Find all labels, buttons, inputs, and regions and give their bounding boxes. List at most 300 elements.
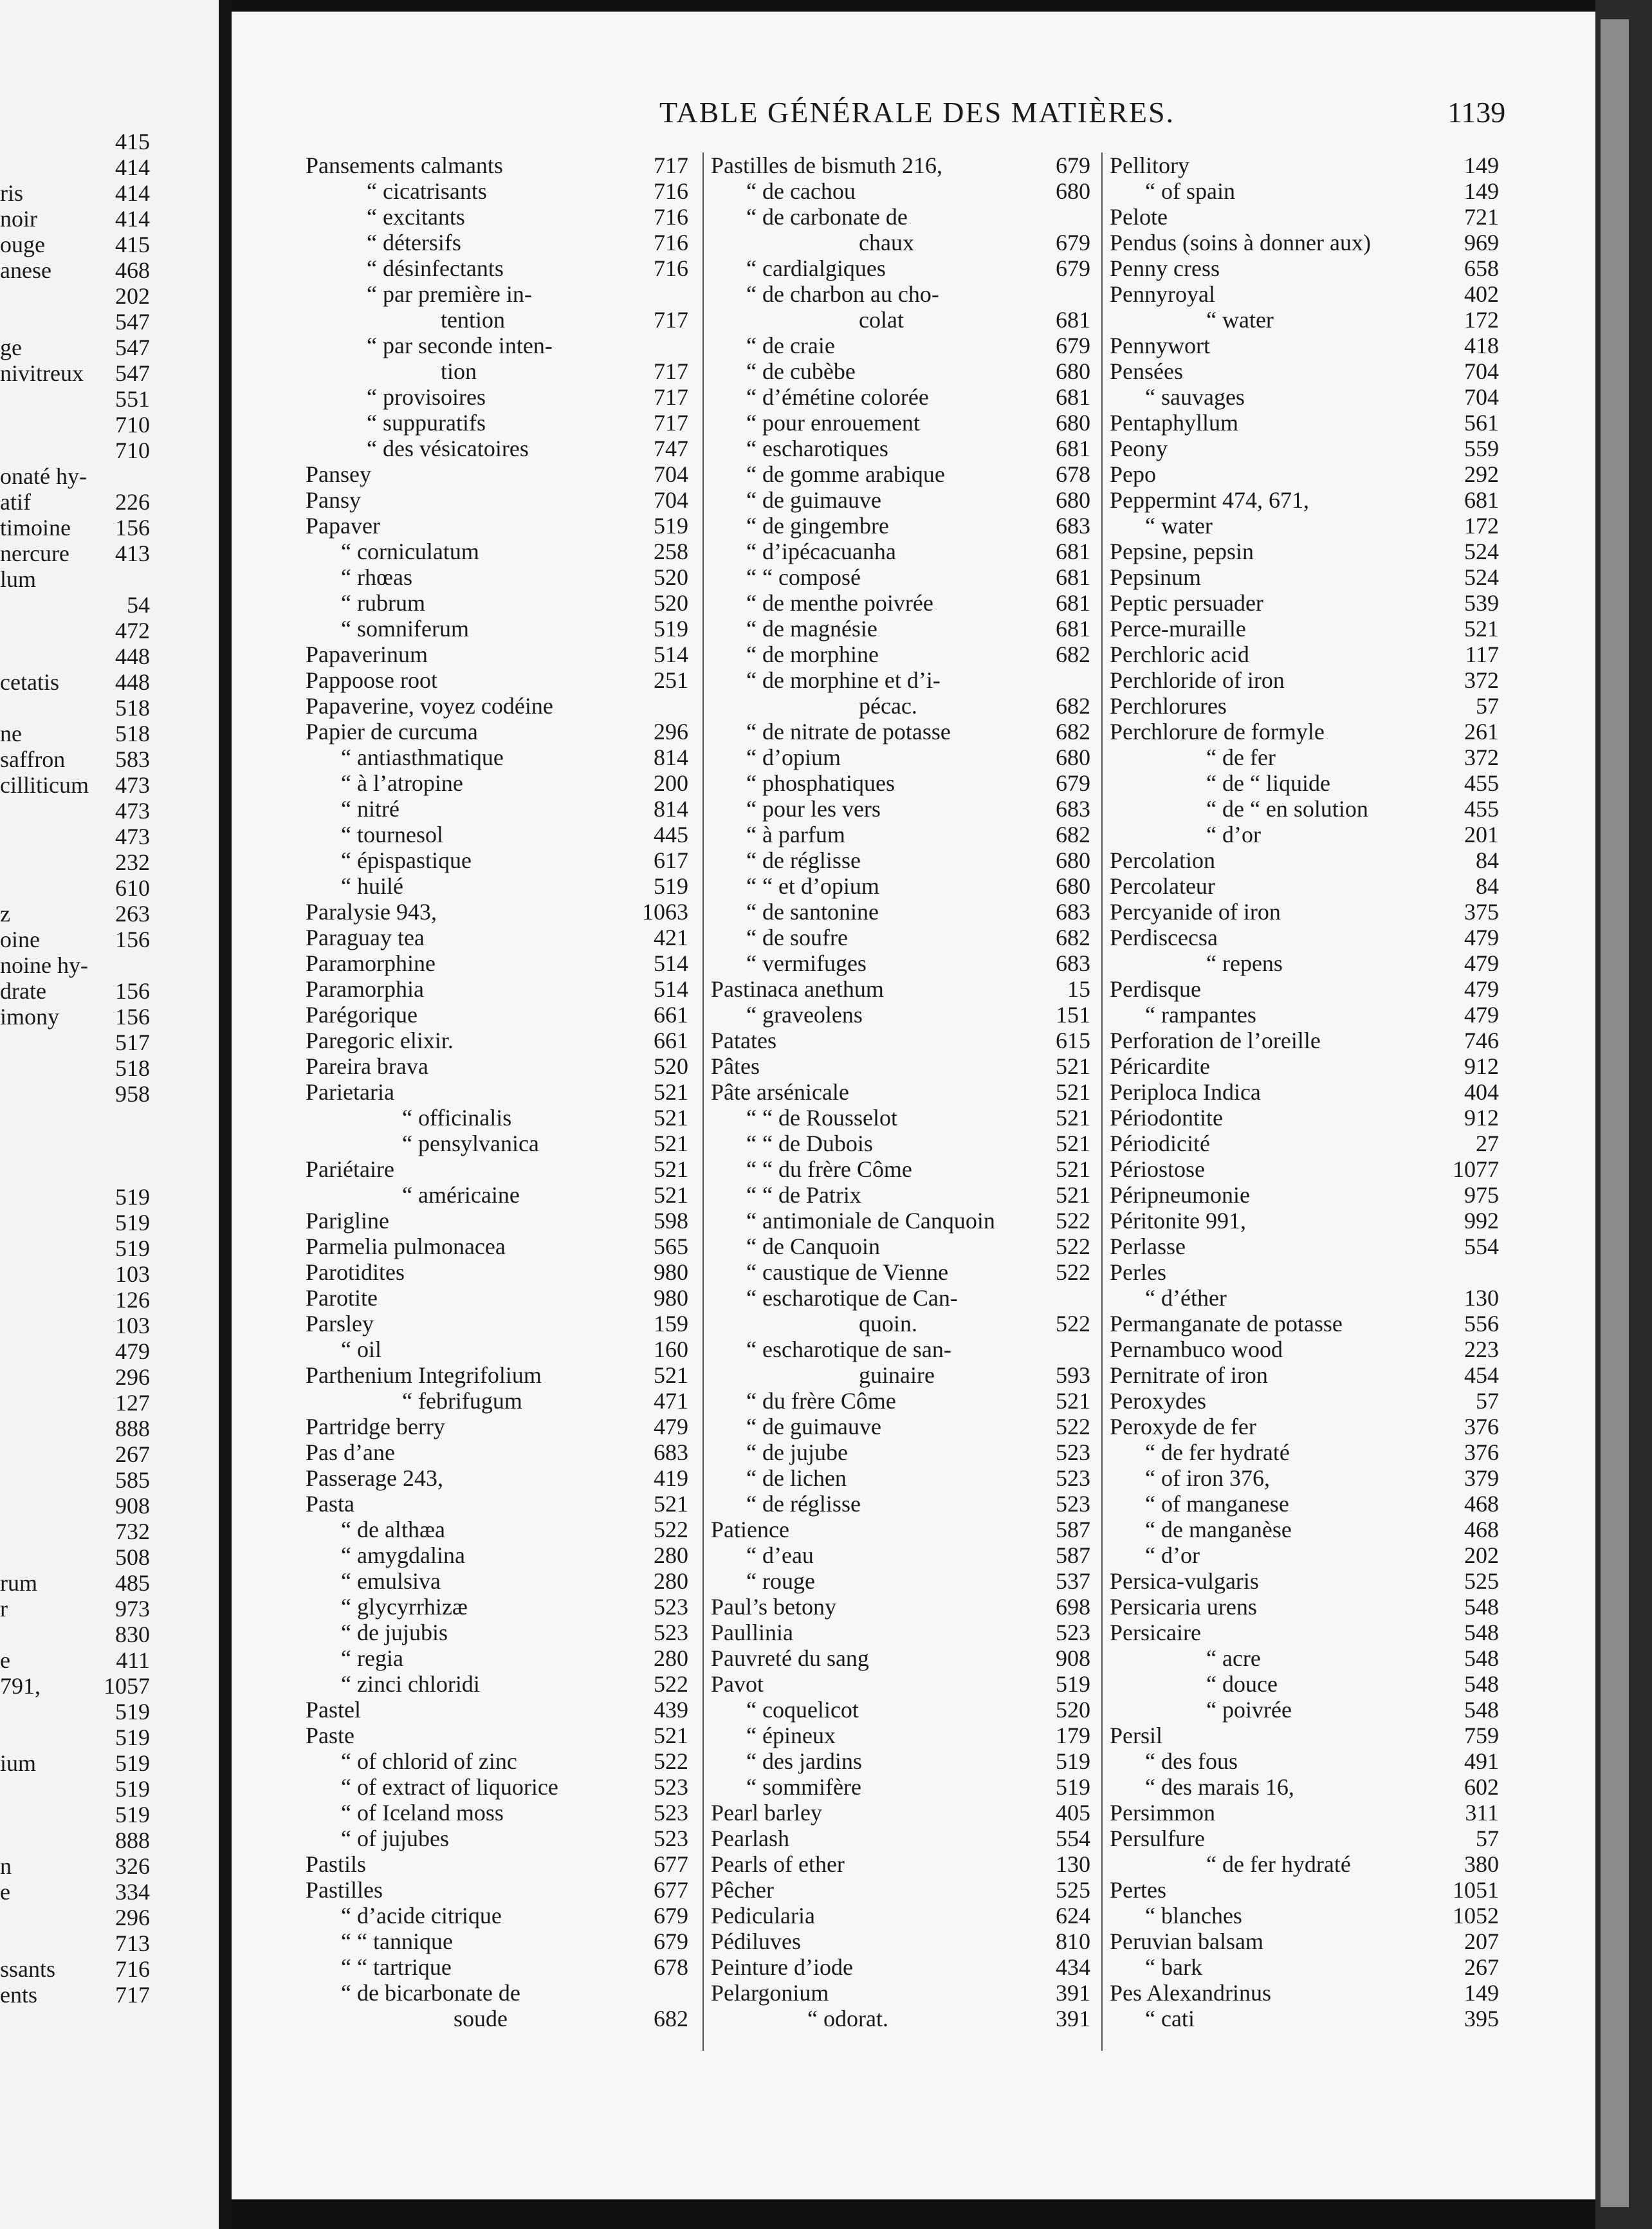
left-page-entry <box>0 669 219 695</box>
entry-page-ref: 980 <box>654 1285 688 1311</box>
entry-term: “ d’émétine colorée <box>746 384 929 410</box>
index-entry <box>711 1517 1090 1542</box>
entry-page-ref: 522 <box>1056 1414 1090 1439</box>
left-page-entry <box>0 566 219 592</box>
entry-page-ref: 280 <box>654 1542 688 1568</box>
entry-page-ref: 681 <box>1056 564 1090 590</box>
index-entry <box>711 1414 1090 1439</box>
entry-term: Peroxydes <box>1110 1388 1206 1414</box>
index-entry <box>711 1105 1090 1131</box>
index-entry <box>1110 1105 1499 1131</box>
entry-page-ref: 523 <box>654 1774 688 1800</box>
index-entry <box>306 719 688 745</box>
index-entry <box>1110 1903 1499 1928</box>
entry-term: Pepo <box>1110 461 1156 487</box>
left-page-entry <box>0 1235 219 1261</box>
entry-term: “ de fer hydraté <box>1145 1439 1290 1465</box>
entry-term: “ d’opium <box>746 745 841 770</box>
entry-term: Pastilles de bismuth 216, <box>711 153 942 178</box>
left-page-entry <box>0 283 219 309</box>
entry-page-ref: 57 <box>1476 693 1499 719</box>
index-entry <box>1110 1311 1499 1336</box>
entry-page-ref: 149 <box>1464 1980 1499 2006</box>
entry-page-ref: 479 <box>1464 925 1499 950</box>
entry-term: Patates <box>711 1028 776 1053</box>
index-entry <box>306 1954 688 1980</box>
entry-page-ref: 561 <box>1464 410 1499 436</box>
entry-term: “ “ composé <box>746 564 861 590</box>
entry-term: soude <box>454 2006 508 2031</box>
entry-term: r <box>0 1596 8 1622</box>
index-entry <box>1110 976 1499 1002</box>
entry-term: 791, <box>0 1673 41 1699</box>
index-entry <box>306 204 688 230</box>
index-entry <box>711 976 1090 1002</box>
entry-term: “ rubrum <box>341 590 425 616</box>
entry-term: “ de manganèse <box>1145 1517 1292 1542</box>
entry-term: “ de gomme arabique <box>746 461 945 487</box>
index-entry <box>1110 1697 1499 1723</box>
entry-page-ref: 521 <box>654 1105 688 1131</box>
index-entry <box>1110 487 1499 513</box>
entry-page-ref: 519 <box>654 873 688 899</box>
entry-page-ref: 523 <box>1056 1465 1090 1491</box>
entry-page-ref: 683 <box>1056 950 1090 976</box>
entry-term: Parotidites <box>306 1259 405 1285</box>
index-entry <box>711 1285 1090 1311</box>
entry-page-ref: 159 <box>654 1311 688 1336</box>
entry-term: “ par première in- <box>367 281 532 307</box>
entry-page-ref: 617 <box>654 847 688 873</box>
entry-term: Pearl barley <box>711 1800 822 1826</box>
entry-term: “ de lichen <box>746 1465 847 1491</box>
entry-term: Perdiscecsa <box>1110 925 1218 950</box>
entry-term: Persicaria urens <box>1110 1594 1257 1620</box>
left-page-entry <box>0 232 219 257</box>
entry-page-ref: 593 <box>1056 1362 1090 1388</box>
entry-term: Pernambuco wood <box>1110 1336 1283 1362</box>
entry-term: Peinture d’iode <box>711 1954 853 1980</box>
entry-page-ref: 661 <box>654 1002 688 1028</box>
entry-page-ref: 683 <box>1056 513 1090 539</box>
entry-page-ref: 717 <box>654 153 688 178</box>
entry-page-ref: 130 <box>1464 1285 1499 1311</box>
entry-page-ref: 130 <box>1056 1851 1090 1877</box>
entry-page-ref: 415 <box>115 129 150 154</box>
left-page-entry <box>0 1287 219 1313</box>
entry-page-ref: 523 <box>1056 1620 1090 1645</box>
entry-page-ref: 404 <box>1464 1079 1499 1105</box>
index-entry <box>1110 461 1499 487</box>
entry-term: “ of jujubes <box>341 1826 449 1851</box>
index-entry <box>1110 1414 1499 1439</box>
entry-term: “ des fous <box>1145 1748 1238 1774</box>
index-entry <box>306 976 688 1002</box>
index-entry <box>306 461 688 487</box>
entry-term: “ de guimauve <box>746 1414 881 1439</box>
index-entry <box>1110 1980 1499 2006</box>
entry-term: “ d’acide citrique <box>341 1903 502 1928</box>
entry-term: “ somniferum <box>341 616 469 642</box>
index-entry <box>1110 539 1499 564</box>
entry-term: Percolation <box>1110 847 1215 873</box>
entry-page-ref: 523 <box>1056 1439 1090 1465</box>
entry-term: guinaire <box>859 1362 935 1388</box>
entry-page-ref: 681 <box>1056 384 1090 410</box>
entry-term: Pansey <box>306 461 371 487</box>
entry-term: Paramorphine <box>306 950 436 976</box>
entry-page-ref: 716 <box>654 204 688 230</box>
entry-term: “ “ tartrique <box>341 1954 452 1980</box>
entry-term: “ acre <box>1206 1645 1261 1671</box>
index-entry <box>711 384 1090 410</box>
index-entry <box>306 1620 688 1645</box>
entry-term: Pas d’ane <box>306 1439 395 1465</box>
index-entry <box>306 1542 688 1568</box>
index-entry <box>306 178 688 204</box>
entry-page-ref: 717 <box>115 1982 150 2008</box>
entry-page-ref: 326 <box>115 1853 150 1879</box>
entry-page-ref: 519 <box>115 1699 150 1725</box>
index-entry <box>1110 1851 1499 1877</box>
entry-term: Periploca Indica <box>1110 1079 1261 1105</box>
index-entry <box>306 333 688 358</box>
entry-page-ref: 521 <box>654 1156 688 1182</box>
index-entry <box>711 1620 1090 1645</box>
entry-page-ref: 518 <box>115 695 150 721</box>
entry-page-ref: 583 <box>115 746 150 772</box>
page-edge <box>1595 0 1652 2229</box>
entry-page-ref: 202 <box>1464 1542 1499 1568</box>
entry-page-ref: 524 <box>1464 564 1499 590</box>
index-entry <box>711 204 1090 230</box>
entry-page-ref: 519 <box>115 1210 150 1235</box>
entry-page-ref: 681 <box>1056 616 1090 642</box>
entry-page-ref: 682 <box>1056 642 1090 667</box>
index-entry <box>711 539 1090 564</box>
entry-term: “ de santonine <box>746 899 879 925</box>
entry-page-ref: 814 <box>654 796 688 822</box>
entry-page-ref: 548 <box>1464 1620 1499 1645</box>
entry-page-ref: 610 <box>115 875 150 901</box>
entry-page-ref: 1057 <box>104 1673 150 1699</box>
entry-page-ref: 521 <box>1056 1182 1090 1208</box>
entry-page-ref: 448 <box>115 643 150 669</box>
entry-term: Pearls of ether <box>711 1851 845 1877</box>
entry-page-ref: 521 <box>654 1079 688 1105</box>
entry-term: “ de jujube <box>746 1439 848 1465</box>
entry-term: “ pour les vers <box>746 796 881 822</box>
entry-term: Perles <box>1110 1259 1166 1285</box>
index-entry <box>1110 693 1499 719</box>
index-entry <box>1110 2006 1499 2031</box>
entry-term: “ escharotique de Can- <box>746 1285 958 1311</box>
left-page-entry <box>0 489 219 515</box>
entry-term: Pariétaire <box>306 1156 394 1182</box>
entry-page-ref: 261 <box>1464 719 1499 745</box>
left-page-entry <box>0 1776 219 1802</box>
entry-page-ref: 717 <box>654 307 688 333</box>
index-entry <box>1110 1439 1499 1465</box>
left-page-entry <box>0 772 219 798</box>
index-entry <box>306 1414 688 1439</box>
entry-page-ref: 717 <box>654 358 688 384</box>
entry-page-ref: 103 <box>115 1313 150 1338</box>
index-entry <box>306 667 688 693</box>
entry-term: Peruvian balsam <box>1110 1928 1263 1954</box>
left-page-entry <box>0 180 219 206</box>
index-entry <box>1110 307 1499 333</box>
entry-page-ref: 1063 <box>642 899 688 925</box>
entry-page-ref: 149 <box>1464 178 1499 204</box>
left-page-entry <box>0 206 219 232</box>
entry-term: cetatis <box>0 669 59 695</box>
entry-term: “ de bicarbonate de <box>341 1980 520 2006</box>
index-entry <box>711 1645 1090 1671</box>
index-entry <box>306 436 688 461</box>
index-entry <box>1110 745 1499 770</box>
entry-page-ref: 522 <box>654 1748 688 1774</box>
index-entry <box>711 1079 1090 1105</box>
left-page-entry <box>0 1210 219 1235</box>
entry-term: ium <box>0 1750 37 1776</box>
entry-term: “ officinalis <box>402 1105 512 1131</box>
index-column-3 <box>1110 153 1499 2031</box>
entry-page-ref: 969 <box>1464 230 1499 255</box>
entry-page-ref: 411 <box>116 1647 150 1673</box>
index-entry <box>1110 1491 1499 1517</box>
index-entry <box>711 847 1090 873</box>
entry-page-ref: 473 <box>115 772 150 798</box>
entry-page-ref: 522 <box>1056 1208 1090 1234</box>
entry-term: Périodicité <box>1110 1131 1210 1156</box>
entry-page-ref: 202 <box>115 283 150 309</box>
entry-term: “ de morphine <box>746 642 879 667</box>
entry-page-ref: 554 <box>1056 1826 1090 1851</box>
entry-page-ref: 372 <box>1464 667 1499 693</box>
left-page-entry <box>0 1570 219 1596</box>
entry-page-ref: 704 <box>654 487 688 513</box>
entry-page-ref: 814 <box>654 745 688 770</box>
index-entry <box>1110 1079 1499 1105</box>
index-entry <box>1110 255 1499 281</box>
entry-page-ref: 682 <box>1056 693 1090 719</box>
entry-page-ref: 391 <box>1056 1980 1090 2006</box>
entry-page-ref: 514 <box>654 976 688 1002</box>
index-entry <box>1110 333 1499 358</box>
entry-term: “ de “ liquide <box>1206 770 1330 796</box>
entry-term: Paul’s betony <box>711 1594 836 1620</box>
entry-term: “ “ de Rousselot <box>746 1105 897 1131</box>
entry-term: Pernitrate of iron <box>1110 1362 1268 1388</box>
entry-term: “ poivrée <box>1206 1697 1292 1723</box>
entry-page-ref: 514 <box>654 950 688 976</box>
entry-page-ref: 908 <box>1056 1645 1090 1671</box>
entry-page-ref: 523 <box>654 1594 688 1620</box>
entry-term: Parietaria <box>306 1079 394 1105</box>
entry-term: “ de charbon au cho- <box>746 281 939 307</box>
entry-term: Perforation de l’oreille <box>1110 1028 1321 1053</box>
left-page-entry <box>0 1956 219 1982</box>
entry-page-ref: 15 <box>1067 976 1090 1002</box>
entry-term: “ américaine <box>402 1182 520 1208</box>
entry-term: Péritonite 991, <box>1110 1208 1246 1234</box>
left-page-entry <box>0 1107 219 1133</box>
left-page-entry <box>0 1493 219 1519</box>
entry-term: chaux <box>859 230 914 255</box>
entry-page-ref: 172 <box>1464 513 1499 539</box>
entry-page-ref: 523 <box>654 1800 688 1826</box>
entry-page-ref: 520 <box>654 590 688 616</box>
entry-term: timoine <box>0 515 71 541</box>
entry-term: nivitreux <box>0 360 84 386</box>
entry-term: “ sommifère <box>746 1774 861 1800</box>
entry-term: quoin. <box>859 1311 918 1336</box>
entry-page-ref: 683 <box>1056 899 1090 925</box>
entry-term: “ d’or <box>1145 1542 1200 1568</box>
entry-page-ref: 172 <box>1464 307 1499 333</box>
index-entry <box>306 1903 688 1928</box>
entry-page-ref: 391 <box>1056 2006 1090 2031</box>
entry-term: “ of spain <box>1145 178 1235 204</box>
entry-term: tention <box>441 307 505 333</box>
left-page-entry <box>0 1364 219 1390</box>
entry-term: Perchlorure de formyle <box>1110 719 1325 745</box>
entry-term: “ d’or <box>1206 822 1261 847</box>
entry-term: Pastel <box>306 1697 361 1723</box>
entry-term: “ of extract of liquorice <box>341 1774 558 1800</box>
entry-term: e <box>0 1879 10 1905</box>
index-entry <box>1110 1877 1499 1903</box>
entry-page-ref: 518 <box>115 721 150 746</box>
index-entry <box>306 693 688 719</box>
entry-term: “ escharotiques <box>746 436 888 461</box>
entry-page-ref: 1052 <box>1453 1903 1499 1928</box>
entry-page-ref: 746 <box>1464 1028 1499 1053</box>
entry-term: onaté hy- <box>0 463 87 489</box>
left-page-entry <box>0 1390 219 1416</box>
index-entry <box>711 1568 1090 1594</box>
entry-term: “ “ de Dubois <box>746 1131 873 1156</box>
entry-term: Pâtes <box>711 1053 760 1079</box>
index-entry <box>1110 1131 1499 1156</box>
entry-term: “ de cachou <box>746 178 856 204</box>
index-entry <box>711 1980 1090 2006</box>
index-entry <box>306 1491 688 1517</box>
index-entry <box>1110 1517 1499 1542</box>
left-page-entry <box>0 1905 219 1930</box>
entry-page-ref: 547 <box>115 309 150 335</box>
entry-page-ref: 267 <box>115 1441 150 1467</box>
entry-term: Pastilles <box>306 1877 383 1903</box>
entry-term: Péricardite <box>1110 1053 1210 1079</box>
entry-term: “ de cubèbe <box>746 358 856 384</box>
entry-page-ref: 682 <box>1056 822 1090 847</box>
entry-term: “ à l’atropine <box>341 770 463 796</box>
entry-term: e <box>0 1647 10 1673</box>
left-page-entry <box>0 798 219 824</box>
left-page-entry <box>0 1982 219 2008</box>
entry-page-ref: 479 <box>654 1414 688 1439</box>
index-entry <box>306 847 688 873</box>
entry-page-ref: 679 <box>654 1903 688 1928</box>
entry-page-ref: 679 <box>654 1928 688 1954</box>
entry-term: “ odorat. <box>807 2006 888 2031</box>
entry-term: Pepsine, pepsin <box>1110 539 1254 564</box>
index-column-1 <box>306 153 688 2031</box>
index-entry <box>306 1594 688 1620</box>
index-entry <box>711 178 1090 204</box>
entry-term: “ suppuratifs <box>367 410 486 436</box>
index-entry <box>711 1002 1090 1028</box>
entry-term: “ pensylvanica <box>402 1131 539 1156</box>
entry-page-ref: 402 <box>1464 281 1499 307</box>
index-entry <box>1110 1002 1499 1028</box>
left-page-entry <box>0 592 219 618</box>
index-entry <box>711 1465 1090 1491</box>
index-entry <box>306 358 688 384</box>
index-entry <box>711 1671 1090 1697</box>
entry-term: “ sauvages <box>1145 384 1245 410</box>
entry-page-ref: 434 <box>1056 1954 1090 1980</box>
entry-term: Permanganate de potasse <box>1110 1311 1343 1336</box>
entry-page-ref: 156 <box>115 1004 150 1030</box>
entry-page-ref: 263 <box>115 901 150 927</box>
entry-term: Pentaphyllum <box>1110 410 1238 436</box>
index-entry <box>711 1311 1090 1336</box>
left-page-entry <box>0 309 219 335</box>
entry-page-ref: 54 <box>127 592 150 618</box>
entry-term: Papaverinum <box>306 642 428 667</box>
entry-page-ref: 519 <box>115 1725 150 1750</box>
index-entry <box>1110 1594 1499 1620</box>
left-page-entry <box>0 721 219 746</box>
entry-term: “ nitré <box>341 796 399 822</box>
entry-term: n <box>0 1853 12 1879</box>
index-entry <box>1110 1053 1499 1079</box>
left-page-entry <box>0 643 219 669</box>
index-entry <box>711 1053 1090 1079</box>
index-entry <box>306 1800 688 1826</box>
entry-page-ref: 973 <box>115 1596 150 1622</box>
entry-term: “ cardialgiques <box>746 255 886 281</box>
entry-page-ref: 413 <box>115 541 150 566</box>
index-entry <box>711 1954 1090 1980</box>
entry-term: “ à parfum <box>746 822 845 847</box>
index-entry <box>711 616 1090 642</box>
index-entry <box>1110 1388 1499 1414</box>
entry-term: “ oil <box>341 1336 381 1362</box>
index-entry <box>711 873 1090 899</box>
entry-term: “ amygdalina <box>341 1542 465 1568</box>
entry-term: noine hy- <box>0 952 88 978</box>
entry-term: Pelargonium <box>711 1980 829 2006</box>
left-page-entry <box>0 746 219 772</box>
entry-page-ref: 521 <box>1464 616 1499 642</box>
entry-term: “ “ tannique <box>341 1928 453 1954</box>
index-entry <box>711 693 1090 719</box>
entry-page-ref: 519 <box>1056 1774 1090 1800</box>
entry-term: “ antimoniale de Canquoin <box>746 1208 995 1234</box>
index-entry <box>711 1877 1090 1903</box>
entry-term: anese <box>0 257 51 283</box>
entry-page-ref: 521 <box>654 1491 688 1517</box>
entry-term: “ de gingembre <box>746 513 889 539</box>
entry-term: Pelote <box>1110 204 1168 230</box>
entry-page-ref: 27 <box>1476 1131 1499 1156</box>
index-entry <box>711 1542 1090 1568</box>
entry-term: saffron <box>0 746 66 772</box>
